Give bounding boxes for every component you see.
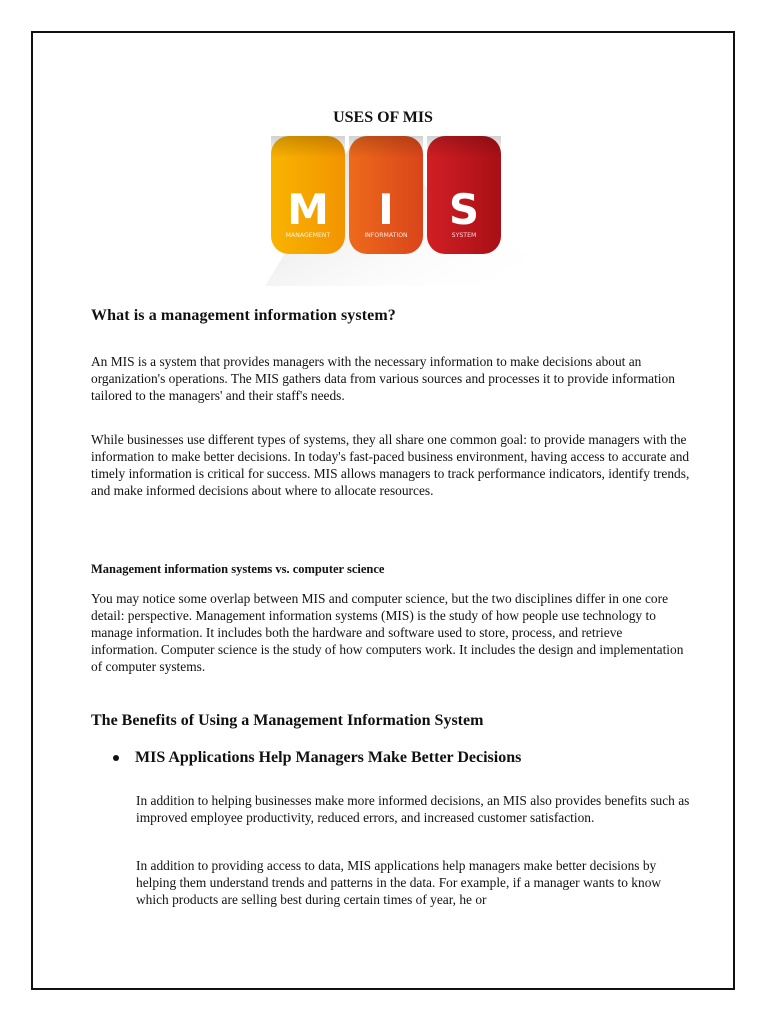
document-page bbox=[31, 31, 735, 990]
logo-caption-management: MANAGEMENT bbox=[285, 232, 331, 239]
logo-caption-system: SYSTEM bbox=[451, 232, 477, 239]
paragraph-common-goal: While businesses use different types of systems, they all share one common goal: to provide managers with the information to make better decisions. In today's fast-paced business environment, having access to accurate and timely information is critical for success. MIS allows managers to track performance indicators, identify trends, and make informed decisions about where to allocate resources. bbox=[91, 432, 690, 498]
paragraph-mis-vs-cs: You may notice some overlap between MIS and computer science, but the two disciplines differ in one core detail: perspective. Management information systems (MIS) is the study of how people use technology to manage information. It includes both the hardware and software used to store, process, and retrieve information. Computer science is the study of how computers work. It includes the design and implementation of computer systems. bbox=[91, 591, 684, 674]
logo-letter-s: S bbox=[448, 185, 480, 234]
section-heading-mis-vs-cs: Management information systems vs. computer science bbox=[91, 562, 385, 576]
bullet-item-better-decisions bbox=[113, 749, 521, 767]
document-title: USES OF MIS bbox=[333, 109, 433, 126]
logo-caption-information: INFORMATION bbox=[364, 232, 408, 239]
logo-letter-i: I bbox=[378, 185, 394, 234]
bullet-item-label: MIS Applications Help Managers Make Better Decisions bbox=[135, 749, 522, 766]
paragraph-mis-definition: An MIS is a system that provides managers with the necessary information to make decisions about an organization's operations. The MIS gathers data from various sources and processes it to provide information tailored to the managers' and their staff's needs. bbox=[91, 354, 675, 403]
paragraph-benefits-1: In addition to helping businesses make more informed decisions, an MIS also provides benefits such as improved employee productivity, reduced errors, and increased customer satisfaction. bbox=[136, 793, 690, 825]
mis-logo-image bbox=[245, 134, 527, 286]
section-heading-benefits: The Benefits of Using a Management Information System bbox=[91, 712, 484, 729]
section-heading-what-is-mis: What is a management information system? bbox=[91, 307, 396, 324]
logo-letter-m: M bbox=[287, 185, 329, 234]
paragraph-benefits-2: In addition to providing access to data, MIS applications help managers make better decisions by helping them understand trends and patterns in the data. For example, if a manager wants to know which products are selling best during certain times of year, he or bbox=[136, 858, 662, 907]
bullet-dot bbox=[113, 755, 119, 761]
